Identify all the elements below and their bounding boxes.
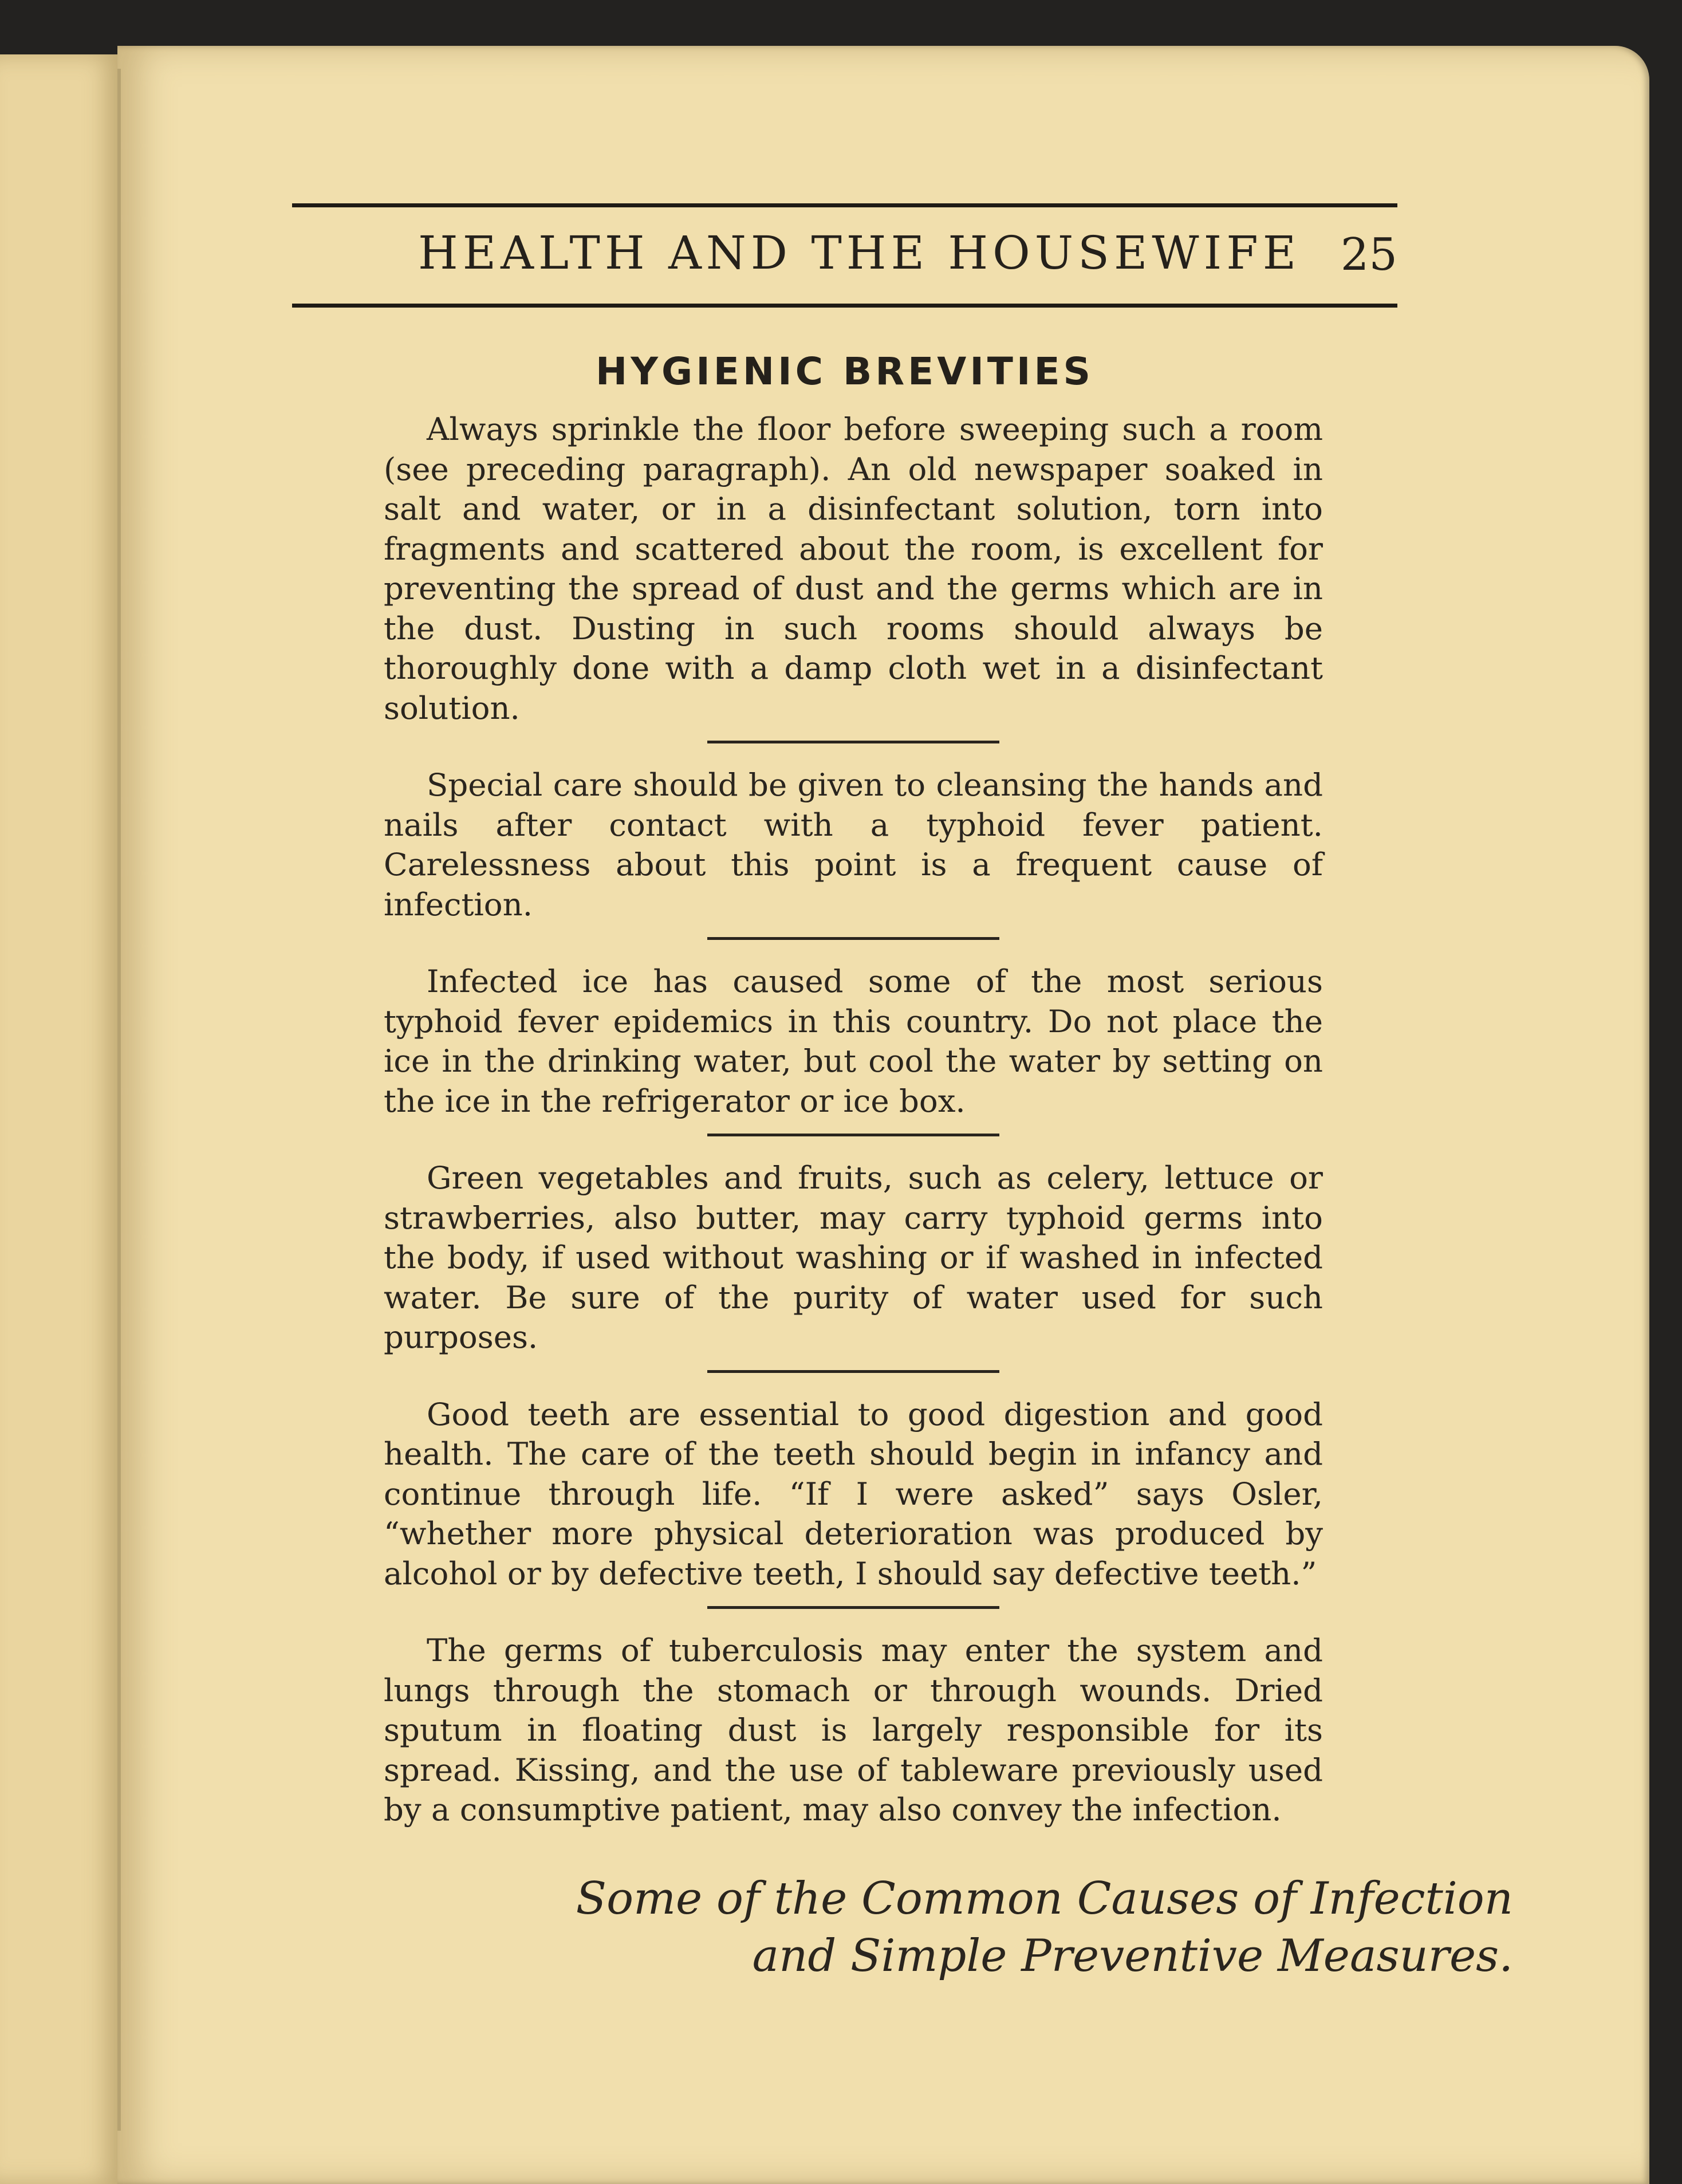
caption-line-1: Some of the Common Causes of Infection (576, 1873, 1513, 1925)
paragraph-separator (707, 1606, 999, 1609)
paragraph-separator (707, 741, 999, 743)
facing-page-edge (0, 54, 125, 2184)
paragraph-sweeping: Always sprinkle the floor before sweeping such a room (see preceding paragraph). An old newspaper soaked in salt and water, or in a disinfectant solution, torn into fragments and scattered about the room, is excellent for preventing the spread of dust and the germs which are in the dust. Dusting in such rooms should always be thoroughly done with a damp cloth wet in a disinfectant solution. (384, 411, 1323, 726)
header-rule-bottom (292, 304, 1397, 308)
paragraph-ice: Infected ice has caused some of the most serious typhoid fever epidemics in this country. Do not place the ice in the drinking water, but cool the water by setting on the ice in the refrigerator or ice box. (384, 963, 1323, 1119)
header-rule-top (292, 203, 1397, 207)
paragraph-tuberculosis: The germs of tuberculosis may enter the system and lungs through the stomach or through wounds. Dried sputum in floating dust is largely responsible for its spread. Kissing, and the use of tableware previously used by a consumptive patient, may also convey the infection. (384, 1632, 1323, 1828)
paragraph-vegetables: Green vegetables and fruits, such as celery, lettuce or strawberries, also butter, may carry typhoid germs into the body, if used without washing or if washed in infected water. Be sure of the purity of water used for such purposes. (384, 1159, 1323, 1355)
paragraph-separator (707, 1134, 999, 1136)
paragraph-hands: Special care should be given to cleansing the hands and nails after contact with a typhoid fever patient. Carelessness about this point is a frequent cause of infection. (384, 766, 1323, 923)
section-title: HYGIENIC BREVITIES (596, 349, 1094, 393)
article-body (384, 410, 1323, 1830)
page-caption (576, 1870, 1513, 1985)
caption-line-2: and Simple Preventive Measures. (752, 1930, 1513, 1982)
running-head-title: HEALTH AND THE HOUSEWIFE (418, 226, 1301, 280)
page-gutter (117, 69, 121, 2131)
running-head (292, 218, 1397, 292)
page-number: 25 (1340, 229, 1397, 281)
paragraph-separator (707, 937, 999, 940)
paragraph-separator (707, 1370, 999, 1373)
paragraph-teeth: Good teeth are essential to good digestion and good health. The care of the teeth should begin in infancy and continue through life. “If I were asked” says Osler, “whether more physical deterioration was produced by alcohol or by defective teeth, I should say defective teeth.” (384, 1395, 1323, 1592)
